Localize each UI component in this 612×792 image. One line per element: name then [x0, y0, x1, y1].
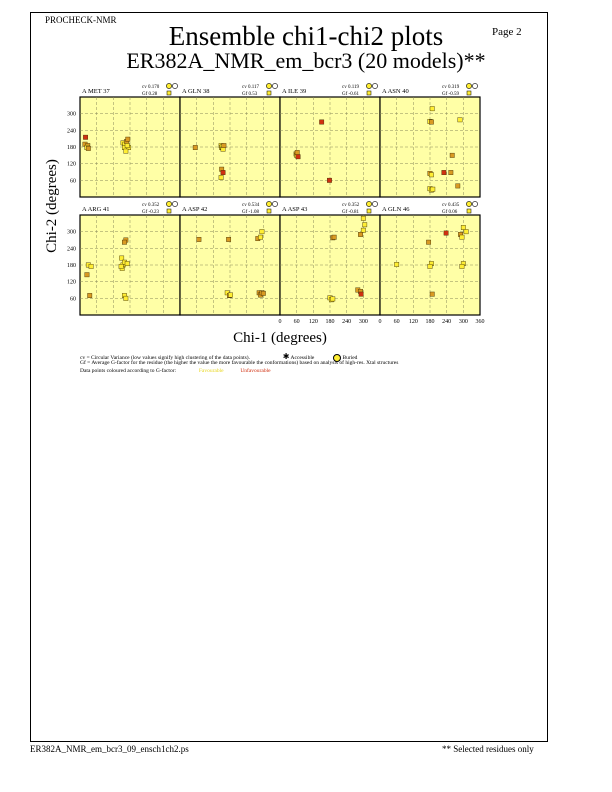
gf-colour-swatch — [167, 91, 171, 95]
data-point — [458, 118, 462, 122]
x-tick-label: 180 — [325, 319, 335, 325]
data-point — [119, 256, 123, 260]
data-point — [258, 235, 262, 239]
data-point — [332, 235, 336, 239]
panel-cv-label: cv 0.170 — [142, 85, 160, 90]
data-point — [358, 232, 362, 236]
y-tick-label: 180 — [67, 263, 76, 269]
x-tick-label: 360 — [475, 319, 485, 325]
footer-note: ** Selected residues only — [442, 744, 534, 754]
panel-cv-label: cv 0.319 — [442, 85, 460, 90]
data-point — [331, 297, 335, 301]
x-tick-label: 300 — [458, 319, 468, 325]
legend-cv-text: cv = Circular Variance (low values signify high clustering of the data points). — [80, 355, 250, 361]
panel-gf-label: Gf 0.06 — [442, 210, 458, 215]
accessible-icon — [372, 201, 377, 206]
page-subtitle: ER382A_NMR_em_bcr3 (20 models)** — [126, 48, 486, 73]
data-point — [426, 240, 430, 244]
panel-residue-label: A ASN 40 — [382, 88, 409, 95]
accessible-icon — [472, 201, 477, 206]
data-point — [228, 293, 232, 297]
page-number: Page 2 — [492, 26, 522, 38]
panel-cv-label: cv 0.352 — [342, 203, 360, 208]
brand-label: PROCHECK-NMR — [45, 15, 117, 25]
data-point — [430, 106, 434, 110]
data-point — [125, 261, 129, 265]
legend-accessible: Accessible — [290, 355, 315, 361]
y-tick-label: 120 — [67, 161, 76, 168]
data-point — [226, 237, 230, 241]
gf-colour-swatch — [467, 91, 471, 95]
buried-icon — [366, 201, 371, 206]
legend-buried: Buried — [342, 355, 358, 361]
buried-icon — [466, 83, 471, 88]
buried-icon — [166, 201, 171, 206]
accessible-icon — [372, 83, 377, 88]
panel-residue-label: A ILE 39 — [282, 88, 307, 95]
accessible-icon — [272, 201, 277, 206]
x-tick-label: 300 — [358, 319, 368, 325]
data-point — [361, 228, 365, 232]
data-point — [295, 150, 299, 154]
footer-filename: ER382A_NMR_em_bcr3_09_ensch1ch2.ps — [30, 744, 189, 754]
gf-colour-swatch — [167, 209, 171, 213]
panel-residue-label: A MET 37 — [82, 88, 110, 95]
legend-favourable: Favourable — [198, 368, 224, 374]
data-point — [442, 170, 446, 174]
buried-icon — [166, 83, 171, 88]
data-point — [193, 145, 197, 149]
data-point — [260, 229, 264, 233]
legend-gf: Gf = Average G-factor for the residue (the higher the value the more favourable the conformations) based on analysis of high-res. Xtal structures — [80, 360, 399, 366]
gf-colour-swatch — [267, 209, 271, 213]
buried-icon — [266, 83, 271, 88]
gf-colour-swatch — [467, 209, 471, 213]
accessible-icon — [172, 83, 177, 88]
data-point — [83, 135, 87, 139]
panel-cv-label: cv 0.534 — [242, 203, 260, 208]
x-tick-label: 120 — [408, 319, 418, 325]
data-point — [429, 173, 433, 177]
panel-gf-label: Gf -1.08 — [242, 210, 259, 215]
panel-residue-label: A GLN 38 — [182, 88, 210, 95]
panel-gf-label: Gf -0.59 — [442, 92, 459, 97]
y-tick-label: 300 — [67, 111, 76, 118]
panel-cv-label: cv 0.119 — [342, 85, 360, 90]
data-point — [429, 120, 433, 124]
y-tick-label: 240 — [67, 128, 76, 135]
gf-colour-swatch — [367, 209, 371, 213]
x-tick-label: 60 — [393, 319, 400, 325]
data-point — [124, 149, 128, 153]
data-point — [85, 273, 89, 277]
data-point — [125, 143, 129, 147]
data-point — [461, 225, 465, 229]
y-tick-label: 60 — [70, 296, 76, 303]
panel-residue-label: A GLN 46 — [382, 206, 410, 213]
panel-gf-label: Gf -0.23 — [142, 210, 159, 215]
data-point — [363, 223, 367, 227]
data-point — [430, 292, 434, 296]
accessible-icon — [472, 83, 477, 88]
panel-gf-label: Gf -0.81 — [342, 210, 359, 215]
data-point — [444, 231, 448, 235]
panel-cv-label: cv 0.117 — [242, 85, 260, 90]
gf-colour-swatch — [367, 91, 371, 95]
panel-cv-label: cv 0.352 — [142, 203, 160, 208]
legend-colour — [80, 368, 271, 374]
data-point — [359, 292, 363, 296]
buried-icon — [466, 201, 471, 206]
y-tick-label: 120 — [67, 279, 76, 286]
panel-gf-label: Gf 0.28 — [142, 92, 158, 97]
x-tick-label: 60 — [293, 319, 300, 325]
data-point — [431, 187, 435, 191]
data-point — [456, 184, 460, 188]
gf-colour-swatch — [267, 91, 271, 95]
data-point — [222, 143, 226, 147]
x-tick-label: 0 — [378, 319, 382, 325]
x-tick-label: 120 — [308, 319, 318, 325]
data-point — [460, 264, 464, 268]
data-point — [319, 120, 323, 124]
x-axis-label: Chi-1 (degrees) — [233, 330, 327, 346]
y-tick-label: 180 — [67, 145, 76, 151]
data-point — [88, 293, 92, 297]
data-point — [122, 240, 126, 244]
page-title: Ensemble chi1-chi2 plots — [168, 21, 444, 51]
accessible-icon — [272, 83, 277, 88]
x-tick-label: 180 — [425, 319, 435, 325]
legend-unfavourable: Unfavourable — [240, 368, 271, 374]
data-point — [460, 235, 464, 239]
x-tick-label: 240 — [442, 319, 452, 325]
data-point — [361, 216, 365, 220]
data-point — [86, 146, 90, 150]
data-point — [449, 170, 453, 174]
buried-icon — [366, 83, 371, 88]
x-tick-label: 240 — [342, 319, 352, 325]
buried-icon — [266, 201, 271, 206]
data-point — [296, 155, 300, 159]
accessible-icon: ✱ — [282, 352, 290, 361]
y-tick-label: 60 — [70, 178, 76, 185]
data-point — [428, 264, 432, 268]
data-point — [221, 170, 225, 174]
data-point — [327, 178, 331, 182]
data-point — [394, 262, 398, 266]
data-point — [126, 137, 130, 141]
accessible-icon — [172, 201, 177, 206]
y-tick-label: 240 — [67, 246, 76, 253]
y-tick-label: 300 — [67, 229, 76, 236]
panel-residue-label: A ASP 42 — [182, 206, 208, 213]
y-axis-label: Chi-2 (degrees) — [44, 159, 60, 253]
panel-gf-label: Gf 0.53 — [242, 92, 258, 97]
data-point — [261, 291, 265, 295]
data-point — [89, 264, 93, 268]
panel-gf-label: Gf -0.61 — [342, 92, 359, 97]
data-point — [124, 296, 128, 300]
data-point — [464, 229, 468, 233]
data-point — [219, 175, 223, 179]
panel-residue-label: A ASP 43 — [282, 206, 308, 213]
data-point — [450, 153, 454, 157]
data-point — [197, 237, 201, 241]
panel-cv-label: cv 0.435 — [442, 203, 460, 208]
x-tick-label: 0 — [278, 319, 282, 325]
legend-colour-text: Data points coloured according to G-factor: — [80, 368, 177, 374]
data-point — [119, 264, 123, 268]
panel-residue-label: A ARG 41 — [82, 206, 110, 213]
